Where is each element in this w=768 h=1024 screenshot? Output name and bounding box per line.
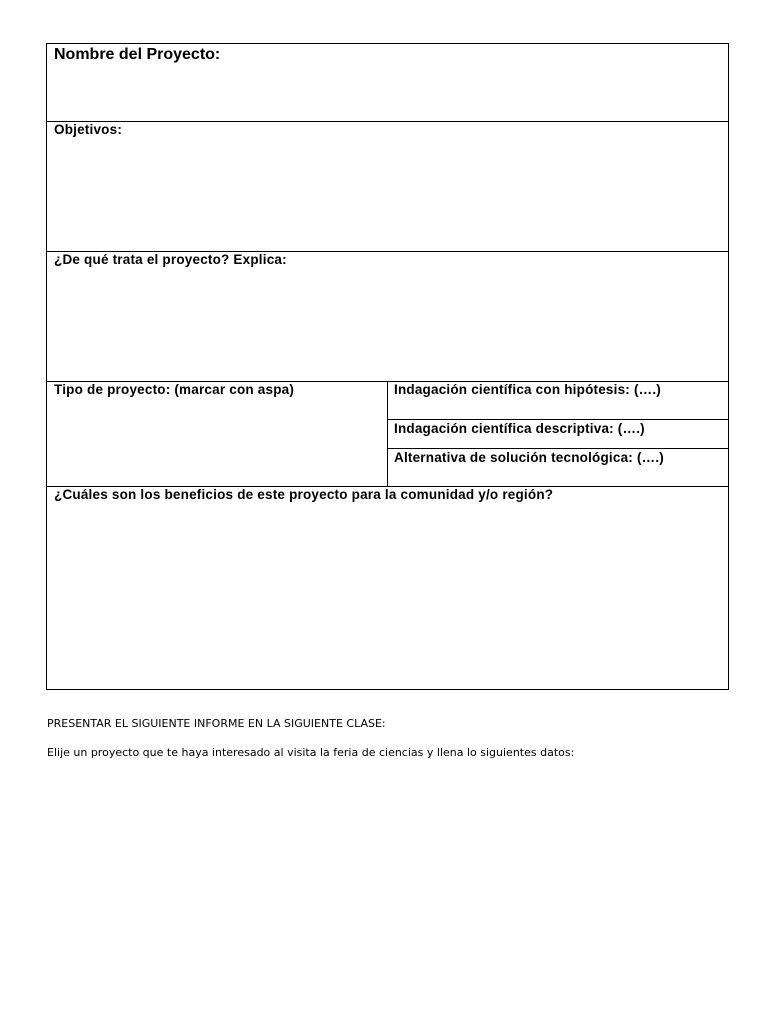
option-descriptive-cell[interactable] — [388, 420, 728, 449]
project-type-options — [388, 382, 728, 486]
option-technological-cell[interactable] — [388, 449, 728, 487]
project-type-label-cell — [47, 382, 388, 486]
objectives-cell[interactable] — [47, 122, 728, 252]
project-type-label: Tipo de proyecto: (marcar con aspa) — [54, 382, 295, 397]
option-hypothesis-label: Indagación científica con hipótesis: (….) — [394, 382, 661, 397]
benefits-label: ¿Cuáles son los beneficios de este proyecto para la comunidad y/o región? — [54, 487, 554, 502]
project-type-row — [47, 382, 728, 487]
project-form-table — [46, 43, 729, 690]
description-label: ¿De qué trata el proyecto? Explica: — [54, 252, 287, 267]
option-descriptive-label: Indagación científica descriptiva: (….) — [394, 421, 645, 436]
project-name-cell[interactable] — [47, 44, 728, 122]
benefits-cell[interactable] — [47, 487, 728, 689]
option-technological-label: Alternativa de solución tecnológica: (….) — [394, 450, 664, 465]
project-name-label: Nombre del Proyecto: — [54, 46, 221, 63]
description-cell[interactable] — [47, 252, 728, 382]
option-hypothesis-cell[interactable] — [388, 382, 728, 420]
objectives-label: Objetivos: — [54, 122, 123, 137]
instructions-body: Elije un proyecto que te haya interesado al visita la feria de ciencias y llena lo siguientes datos: — [47, 746, 575, 759]
instructions-heading: PRESENTAR EL SIGUIENTE INFORME EN LA SIGUIENTE CLASE: — [47, 717, 386, 730]
